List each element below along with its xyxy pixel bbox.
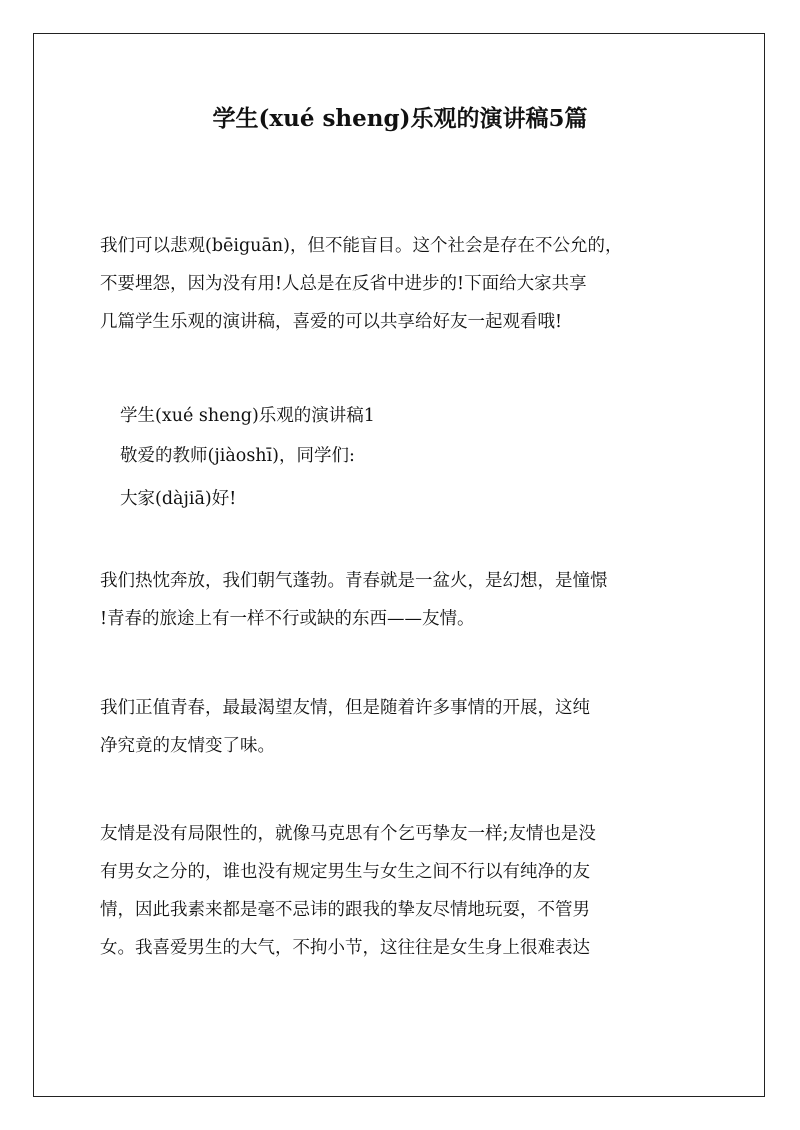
intro-line: 几篇学生乐观的演讲稿，喜爱的可以共享给好友一起观看哦!	[100, 312, 563, 332]
intro-line: 不要埋怨，因为没有用!人总是在反省中进步的!下面给大家共享	[100, 274, 587, 294]
paragraph-line: 友情是没有局限性的，就像马克思有个乞丐挚友一样;友情也是没	[100, 824, 596, 844]
paragraph-line: 我们正值青春，最最渴望友情，但是随着许多事情的开展，这纯	[100, 698, 590, 718]
paragraph-line: 情，因此我素来都是毫不忌讳的跟我的挚友尽情地玩耍，不管男	[100, 900, 590, 920]
paragraph-line: 女。我喜爱男生的大气，不拘小节，这往往是女生身上很难表达	[100, 938, 590, 958]
paragraph-line: 我们热忱奔放，我们朝气蓬勃。青春就是一盆火，是幻想，是憧憬	[100, 571, 608, 591]
paragraph-line: 有男女之分的，谁也没有规定男生与女生之间不行以有纯净的友	[100, 862, 590, 882]
body-paragraph-1	[100, 562, 700, 638]
document-title: 学生(xué sheng)乐观的演讲稿5篇	[212, 105, 588, 132]
body-paragraph-3	[100, 815, 700, 967]
greeting: 大家(dàjiā)好!	[120, 489, 237, 509]
salutation: 敬爱的教师(jiàoshī)，同学们:	[120, 446, 355, 466]
body-paragraph-2	[100, 689, 700, 765]
paragraph-line: !青春的旅途上有一样不行或缺的东西——友情。	[100, 609, 475, 629]
speech-heading: 学生(xué sheng)乐观的演讲稿1	[120, 406, 375, 426]
paragraph-line: 净究竟的友情变了味。	[100, 736, 275, 756]
intro-line: 我们可以悲观(bēiguān)，但不能盲目。这个社会是存在不公允的，	[100, 236, 623, 256]
intro-paragraph	[100, 227, 700, 341]
